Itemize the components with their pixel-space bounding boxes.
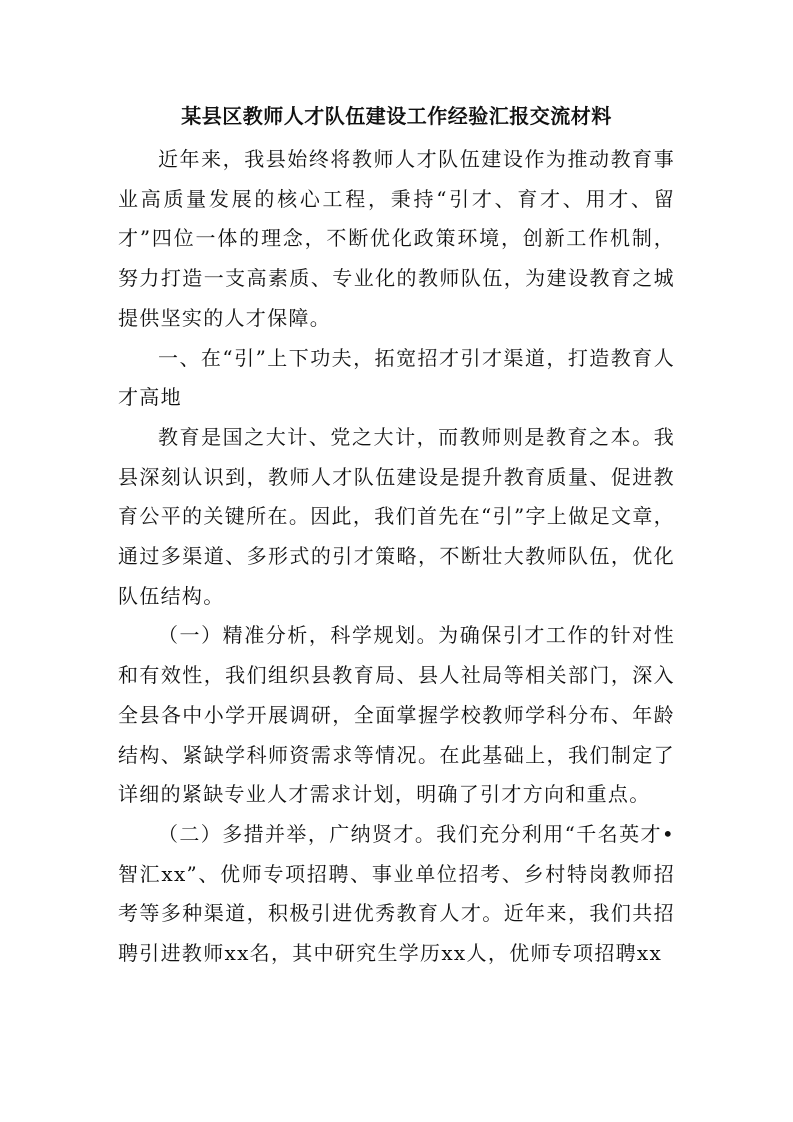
document-title: 某县区教师人才队伍建设工作经验汇报交流材料: [181, 104, 612, 128]
document-body: [118, 140, 675, 974]
paragraph-section-1: 教育是国之大计、党之大计，而教师则是教育之本。我县深刻认识到，教师人才队伍建设是提升教育质量、促进教育公平的关键所在。因此，我们首先在“引”字上做足文章，通过多渠道、多形式的引才策略，不断壮大教师队伍，优化队伍结构。: [118, 424, 675, 608]
section-heading-1: 一、在“引”上下功夫，拓宽招才引才渠道，打造教育人才高地: [118, 345, 675, 410]
paragraph-intro: 近年来，我县始终将教师人才队伍建设作为推动教育事业高质量发展的核心工程，秉持“引才、育才、用才、留才”四位一体的理念，不断优化政策环境，创新工作机制，努力打造一支高素质、专业化的教师队伍，为建设教育之城提供坚实的人才保障。: [118, 147, 675, 330]
paragraph-subsection-2: （二）多措并举，广纳贤才。我们充分利用“千名英才•智汇xx”、优师专项招聘、事业单位招考、乡村特岗教师招考等多种渠道，积极引进优秀教育人才。近年来，我们共招聘引进教师xx名，其中研究生学历xx人，优师专项招聘xx: [118, 821, 675, 966]
paragraph-subsection-1: （一）精准分析，科学规划。为确保引才工作的针对性和有效性，我们组织县教育局、县人社局等相关部门，深入全县各中小学开展调研，全面掌握学校教师学科分布、年龄结构、紧缺学科师资需求等情况。在此基础上，我们制定了详细的紧缺专业人才需求计划，明确了引才方向和重点。: [118, 623, 675, 807]
